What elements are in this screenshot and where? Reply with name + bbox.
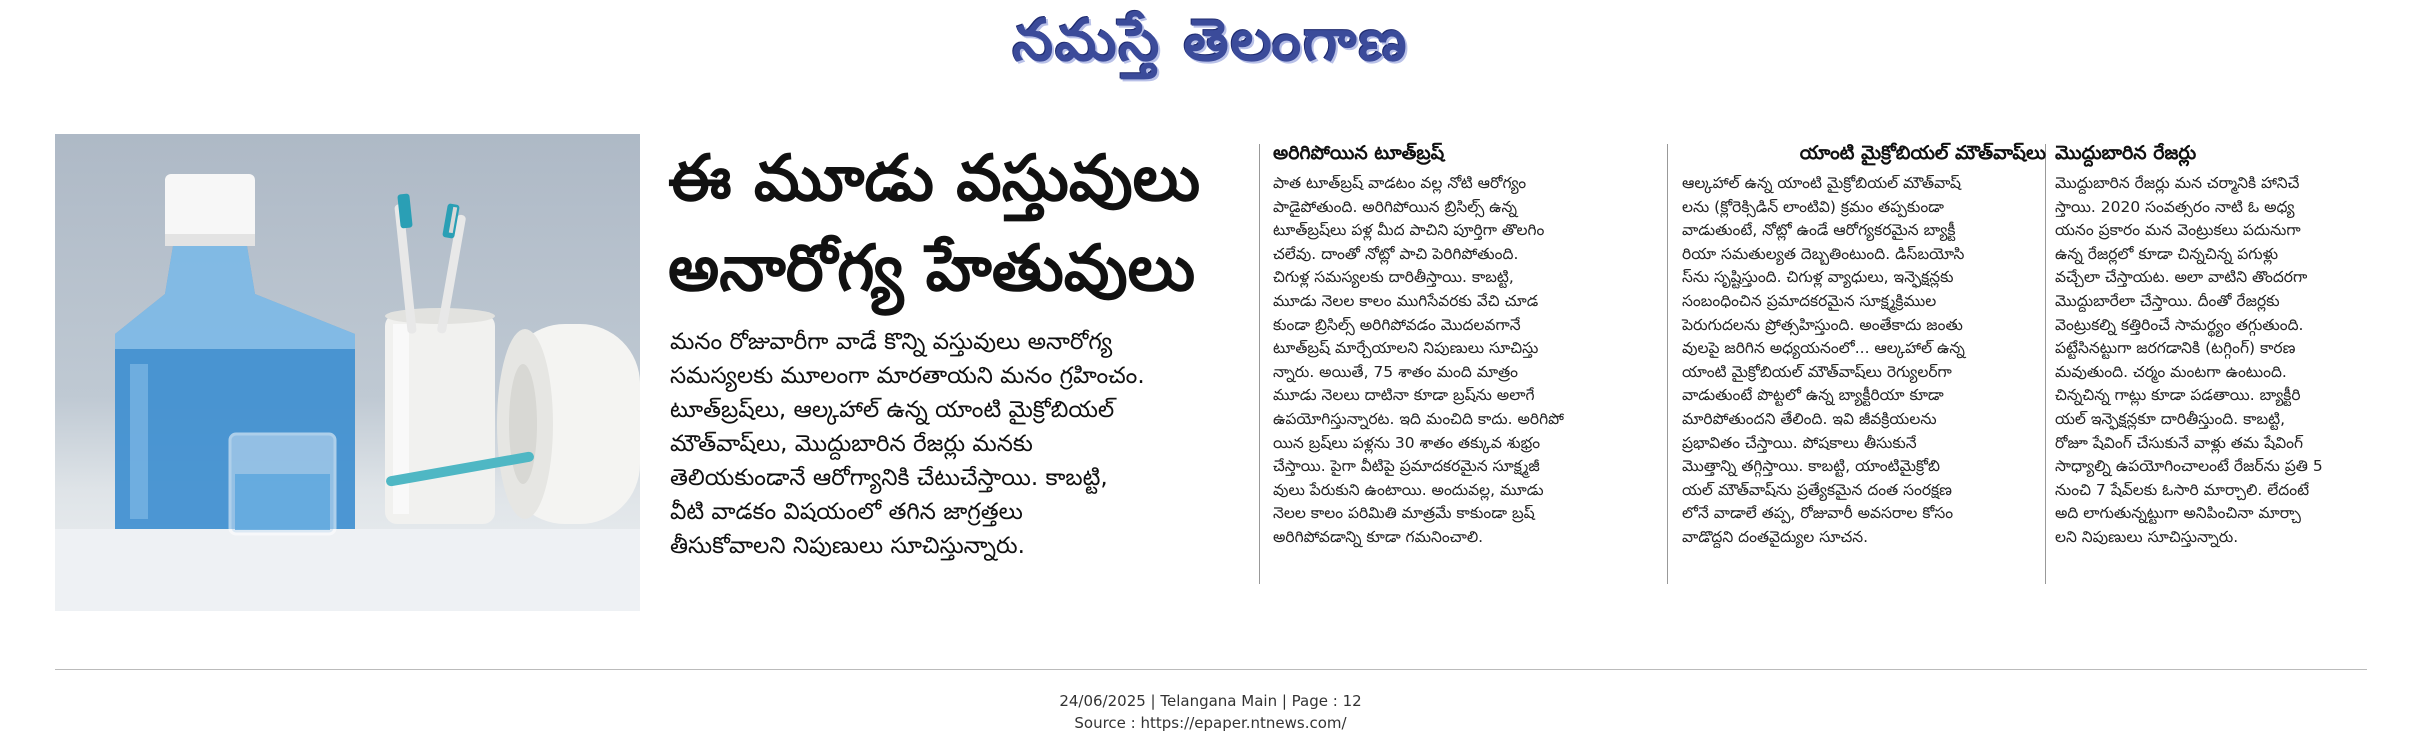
column-line: వాడుతుంటే పొట్టలో ఉన్న బ్యాక్టీరియా కూడా	[1682, 386, 1944, 405]
masthead	[0, 6, 2421, 74]
article-clip	[55, 134, 2367, 676]
column-toothbrush	[1273, 142, 1645, 550]
column-line: వచ్చేలా చేస్తాయట. అలా వాటిని తొందరగా	[2055, 268, 2308, 287]
column-line: ప్రభావితం చేస్తాయి. పోషకాలు తీసుకునే	[1682, 433, 1917, 452]
intro-line: తెలియకుండానే ఆరోగ్యానికి చేటుచేస్తాయి. కాబట్టి,	[670, 465, 1108, 491]
footer	[0, 690, 2421, 734]
column-line: వాడొద్దని దంతవైద్యుల సూచన.	[1682, 527, 1869, 546]
column-heading: అరిగిపోయిన టూత్‌బ్రష్	[1273, 142, 1445, 164]
intro-line: మౌత్‌వాష్‌లు, మొద్దుబారిన రేజర్లు మనకు	[670, 431, 1033, 457]
column-mouthwash	[1682, 142, 2054, 550]
column-line: లోనే వాడాలే తప్ప, రోజువారీ అవసరాల కోసం	[1682, 504, 1954, 523]
column-divider	[1667, 144, 1668, 584]
column-line: పట్టేసినట్టుగా జరగడానికి (టగ్గింగ్) కారణ	[2055, 339, 2296, 358]
column-line: పెరుగుదలను ప్రోత్సహిస్తుంది. అంతేకాదు జంతు	[1682, 315, 1963, 334]
column-line: స్తాయి. 2020 సంవత్సరం నాటి ఓ అధ్య	[2055, 197, 2295, 216]
column-line: న్నారు. అయితే, 75 శాతం మంది మాత్రం	[1273, 362, 1519, 381]
column-line: చేస్తాయి. పైగా వీటిపై ప్రమాదకరమైన సూక్ష్మజీ	[1273, 457, 1540, 476]
column-line: పాత టూత్‌బ్రష్ వాడటం వల్ల నోటి ఆరోగ్యం	[1273, 174, 1527, 192]
column-line: అది లాగుతున్నట్టుగా అనిపించినా మార్చా	[2055, 504, 2301, 523]
glass-shape	[230, 434, 335, 534]
cup-shape	[385, 308, 495, 524]
column-line: చిన్నచిన్న గాట్లు కూడా పడతాయి. బ్యాక్టీరి	[2055, 386, 2301, 405]
intro-line: సమస్యలకు మూలంగా మారతాయని మనం గ్రహించం.	[670, 363, 1145, 389]
headline-line: అనారోగ్య హేతువులు	[668, 231, 1196, 306]
column-line: నుంచి 7 షేవ్‌లకు ఓసారి మార్చాలి. లేదంటే	[2055, 480, 2310, 499]
intro-line: టూత్‌బ్రష్‌లు, ఆల్కహాల్ ఉన్న యాంటి మైక్రోబియల్	[670, 397, 1115, 423]
column-line: యల్ ఇన్ఫెక్షన్లకూ దారితీస్తుంది. కాబట్టి,	[2055, 409, 2286, 428]
column-line: ఉన్న రేజర్లలో కూడా చిన్నచిన్న పగుళ్లు	[2055, 244, 2279, 263]
column-line: చిగుళ్ల సమస్యలకు దారితీస్తాయి. కాబట్టి,	[1273, 268, 1514, 287]
column-line: వెంట్రుకల్ని కత్తిరించే సామర్థ్యం తగ్గుతుంది.	[2055, 315, 2304, 334]
column-heading: యాంటి మైక్రోబియల్ మౌత్‌వాష్‌లు	[1799, 142, 2046, 164]
column-line: ఆల్కహాల్ ఉన్న యాంటి మైక్రోబియల్ మౌత్‌వాష్	[1682, 174, 1961, 192]
column-line: చలేవు. దాంతో నోట్లో పాచి పెరిగిపోతుంది.	[1273, 244, 1519, 263]
headline-line: ఈ మూడు వస్తువులు	[668, 141, 1201, 216]
intro-line: మనం రోజువారీగా వాడే కొన్ని వస్తువులు అనారోగ్య	[670, 329, 1113, 355]
column-line: కుండా బ్రిసిల్స్ అరిగిపోవడం మొదలవగానే	[1273, 315, 1521, 334]
column-line: సంబంధించిన ప్రమాదకరమైన సూక్ష్మక్రిముల	[1682, 291, 1937, 310]
bathroom-items-photo	[55, 134, 640, 611]
photo-illustration	[55, 134, 640, 611]
bottom-rule	[55, 669, 2367, 670]
column-line: వాడుతుంటే, నోట్లో ఉండే ఆరోగ్యకరమైన బ్యాక్టీ	[1682, 221, 1956, 240]
masthead-logo: నమస్తే తెలంగాణ	[1012, 6, 1409, 74]
column-line: లని నిపుణులు సూచిస్తున్నారు.	[2055, 527, 2239, 546]
column-line: ఉపయోగిస్తున్నారట. ఇది మంచిది కాదు. అరిగిపో	[1273, 409, 1564, 428]
column-line: స్‌ను సృష్టిస్తుంది. చిగుళ్ల వ్యాధులు, ఇన్ఫెక్షన్లకు	[1682, 268, 1954, 287]
column-razors	[2055, 142, 2375, 550]
column-line: మొద్దుబారేలా చేస్తాయి. దీంతో రేజర్లకు	[2055, 291, 2280, 310]
intro-line: తీసుకోవాలని నిపుణులు సూచిస్తున్నారు.	[670, 533, 1025, 559]
footer-source-line[interactable]: Source : https://epaper.ntnews.com/	[1074, 714, 1347, 732]
column-divider	[1259, 144, 1260, 584]
intro-paragraph	[670, 325, 1315, 563]
column-line: మొద్దుబారిన రేజర్లు మన చర్మానికి హానిచే	[2055, 174, 2300, 192]
column-line: యనం ప్రకారం మన వెంట్రుకలు పదునుగా	[2055, 221, 2301, 240]
column-line: మొత్తాన్ని తగ్గిస్తాయి. కాబట్టి, యాంటిమైక్రోబి	[1682, 457, 1940, 476]
headline	[668, 134, 1308, 314]
column-line: పాడైపోతుంది. అరిగిపోయిన బ్రిసిల్స్ ఉన్న	[1273, 197, 1518, 216]
column-heading: మొద్దుబారిన రేజర్లు	[2055, 142, 2197, 164]
column-line: వులు పేరుకుని ఉంటాయి. అందువల్ల, మూడు	[1273, 480, 1544, 499]
column-line: టూత్‌బ్రష్ మార్చేయాలని నిపుణులు సూచిస్తు	[1273, 339, 1539, 358]
column-line: రియా సమతుల్యత దెబ్బతింటుంది. డిస్‌బయోసి	[1682, 244, 1965, 263]
column-line: మూడు నెలల కాలం ముగిసేవరకు వేచి చూడ	[1273, 291, 1539, 310]
column-line: మూడు నెలలు దాటినా కూడా బ్రష్‌ను అలాగే	[1273, 386, 1535, 405]
column-line: మారిపోతుందని తేలింది. ఇవి జీవక్రియలను	[1682, 409, 1937, 428]
column-line: యిన బ్రష్‌లు పళ్లను 30 శాతం తక్కువ శుభ్రం	[1273, 433, 1541, 452]
column-line: మవుతుంది. చర్మం మంటగా ఉంటుంది.	[2055, 362, 2287, 381]
towel-shape	[497, 324, 640, 524]
column-line: సాధ్యాల్ని ఉపయోగించాలంటే రేజర్‌ను ప్రతి 5	[2055, 457, 2323, 476]
column-line: యాంటి మైక్రోబియల్ మౌత్‌వాష్‌లు రెగ్యులర్‌గా	[1682, 362, 1952, 381]
column-line: యల్ మౌత్‌వాష్‌ను ప్రత్యేకమైన దంత సంరక్షణ	[1682, 480, 1952, 499]
column-line: వులపై జరిగిన అధ్యయనంలో... ఆల్కహాల్ ఉన్న	[1682, 339, 1965, 358]
column-line: రోజూ షేవింగ్ చేసుకునే వాళ్లు తమ షేవింగ్	[2055, 433, 2304, 452]
column-line: అరిగిపోవడాన్ని కూడా గమనించాలి.	[1273, 527, 1484, 546]
intro-line: వీటి వాడకం విషయంలో తగిన జాగ్రత్తలు	[670, 499, 1023, 525]
footer-date-line: 24/06/2025 | Telangana Main | Page : 12	[1059, 692, 1362, 710]
column-line: నెలల కాలం పరిమితి మాత్రమే కాకుండా బ్రష్	[1273, 504, 1535, 523]
column-line: టూత్‌బ్రష్‌లు పళ్ల మీద పాచిని పూర్తిగా తొలగిం	[1273, 221, 1545, 240]
column-line: లను (క్లోరెక్సిడిన్ లాంటివి) క్రమం తప్పకుండా	[1682, 197, 1944, 216]
